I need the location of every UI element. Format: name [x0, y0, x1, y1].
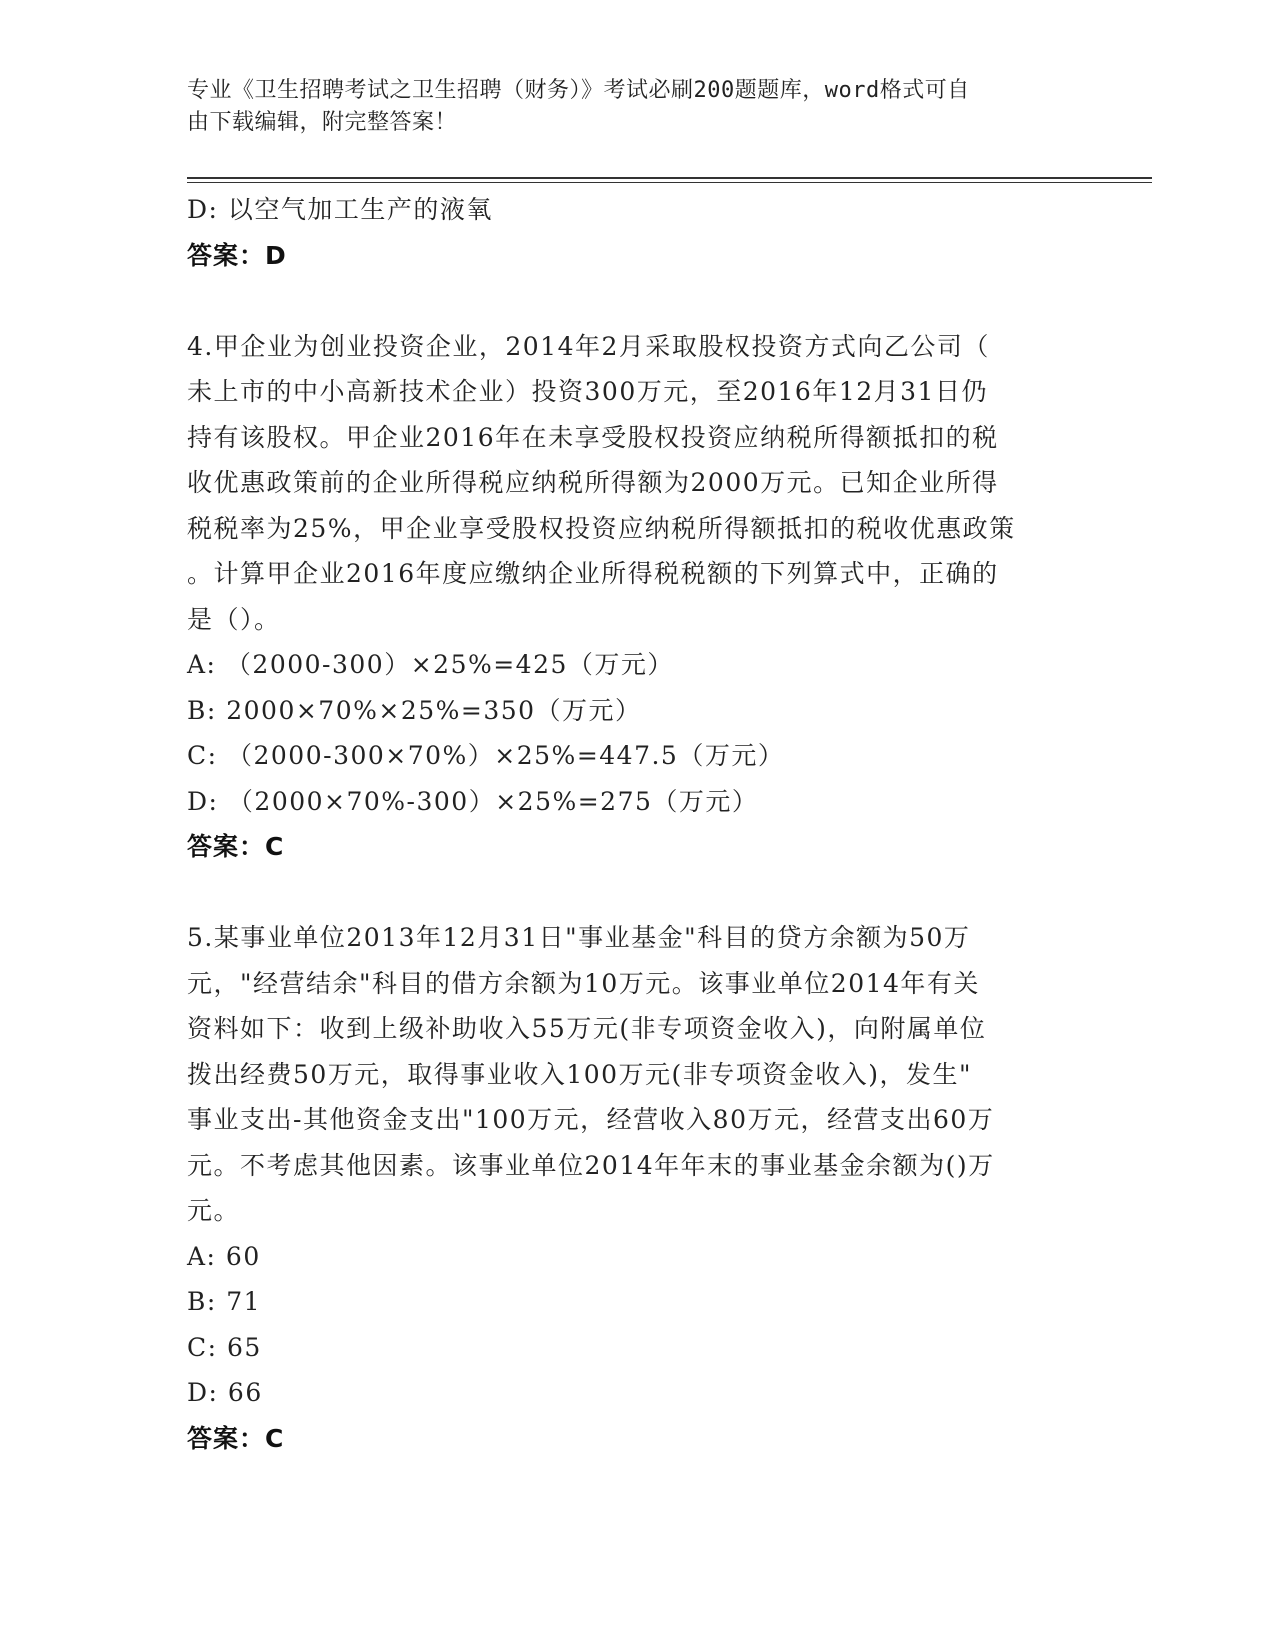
q5-option-b: B: 71 — [187, 1287, 262, 1316]
q5-answer: 答案：C — [187, 1423, 285, 1453]
q4-stem-line: 4.甲企业为创业投资企业，2014年2月采取股权投资方式向乙公司（ — [187, 331, 990, 361]
q4-option-d: D: （2000×70%-300）×25%=275（万元） — [187, 786, 759, 816]
q4-option-b: B: 2000×70%×25%=350（万元） — [187, 695, 642, 725]
q5-stem-line: 元，"经营结余"科目的借方余额为10万元。该事业单位2014年有关 — [187, 968, 980, 998]
spacer — [187, 278, 1077, 324]
q5-option-a: A: 60 — [187, 1241, 261, 1271]
q5-stem-line: 元。 — [187, 1196, 241, 1225]
q5-stem-line: 5.某事业单位2013年12月31日"事业基金"科目的贷方余额为50万 — [187, 923, 971, 952]
q4-stem-line: 持有该股权。甲企业2016年在未享受股权投资应纳税所得额抵扣的税 — [187, 422, 999, 452]
document-header — [187, 75, 1067, 139]
q4-option-a: A: （2000-300）×25%=425（万元） — [187, 650, 674, 679]
q4-stem-line: 。计算甲企业2016年度应缴纳企业所得税税额的下列算式中，正确的 — [187, 559, 999, 588]
document-body — [187, 187, 1077, 1461]
prev-option-d: D: 以空气加工生产的液氧 — [187, 195, 493, 224]
header-line-2: 由下载编辑，附完整答案！ — [187, 110, 458, 135]
q5-option-d: D: 66 — [187, 1378, 263, 1407]
q5-option-c: C: 65 — [187, 1332, 262, 1362]
q4-stem-line: 未上市的中小高新技术企业）投资300万元，至2016年12月31日仍 — [187, 377, 988, 406]
q4-stem-line: 税税率为25%，甲企业享受股权投资应纳税所得额抵扣的税收优惠政策 — [187, 513, 1016, 543]
q5-stem-line: 拨出经费50万元，取得事业收入100万元(非专项资金收入)，发生" — [187, 1059, 973, 1089]
header-divider-thick — [187, 177, 1152, 179]
prev-answer: 答案：D — [187, 240, 287, 270]
q5-stem-line: 事业支出-其他资金支出"100万元，经营收入80万元，经营支出60万 — [187, 1105, 995, 1134]
q4-stem-line: 收优惠政策前的企业所得税应纳税所得额为2000万元。已知企业所得 — [187, 468, 999, 497]
q4-stem-line: 是（）。 — [187, 604, 281, 634]
spacer — [187, 870, 1077, 916]
question-4 — [187, 324, 1077, 870]
header-line-1: 专业《卫生招聘考试之卫生招聘（财务）》考试必刷200题题库，word格式可自 — [187, 78, 970, 103]
q5-stem-line: 资料如下：收到上级补助收入55万元(非专项资金收入)，向附属单位 — [187, 1014, 987, 1043]
q4-option-c: C: （2000-300×70%）×25%=447.5（万元） — [187, 741, 785, 770]
header-divider-thin — [187, 182, 1152, 183]
q5-stem-line: 元。不考虑其他因素。该事业单位2014年年末的事业基金余额为()万 — [187, 1150, 995, 1180]
question-5 — [187, 915, 1077, 1461]
q4-answer: 答案：C — [187, 832, 285, 861]
